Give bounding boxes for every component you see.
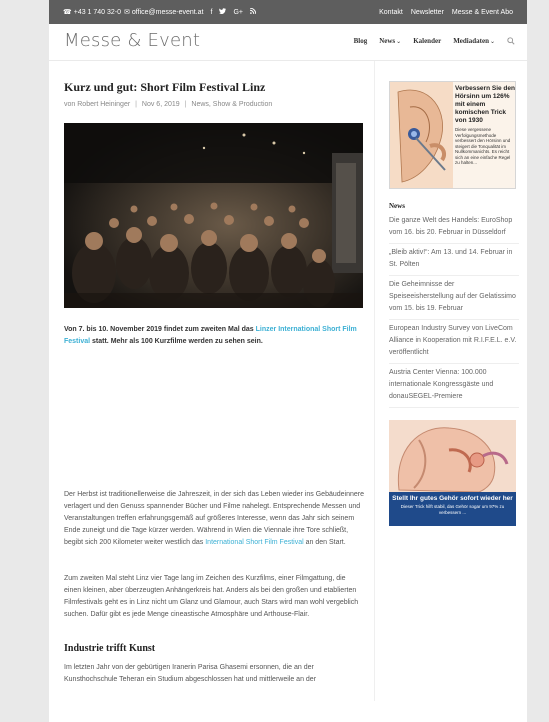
author-link[interactable]: Robert Heininger (77, 101, 131, 108)
nav-label: News (379, 37, 396, 45)
article-paragraph: Im letzten Jahr von der gebürtigen Iranerin Parisa Ghasemi ersonnen, die an der Kunsthochschule Teheran ein Studium abgeschlossen hat und mittlerweile an der (64, 664, 317, 683)
ad-ear-illustration (390, 82, 453, 188)
lead-text: Von 7. bis 10. November 2019 findet zum zweiten Mal das (64, 326, 256, 333)
ad-subtext: Diese vergessene Verfolgungsmethode verbessert den Hörsinn und steigert die Tonqualität im Nullkommanichts. Es reicht sich an eine einfache Regel zu halten... (455, 127, 511, 165)
facebook-icon[interactable]: f (210, 8, 213, 16)
sidebar-ad-hearing-2[interactable] (389, 420, 516, 526)
main-nav (354, 37, 515, 47)
article-date: Nov 6, 2019 (141, 101, 180, 108)
sidebar-divider (374, 61, 375, 701)
news-item[interactable]: Die Geheimnisse der Speiseeisherstellung auf der Gelatissimo vom 15. bis 19. Februar (389, 279, 519, 320)
news-heading: News (389, 202, 405, 210)
ad-subtext: Dieser Trick hilft stabil, das Gehör sogar um 97% zu verbessern ... (400, 504, 505, 515)
news-item[interactable]: „Bleib aktiv!“: Am 13. und 14. Februar in St. Pölten (389, 247, 519, 276)
phone-icon: ☎ (63, 9, 72, 16)
article-meta (64, 101, 272, 108)
kontakt-link[interactable]: Kontakt (379, 8, 403, 16)
site-header (49, 26, 527, 60)
ad-ear-anatomy-illustration (389, 420, 516, 492)
paragraph-text: an den Start. (303, 539, 346, 546)
meta-separator: | (184, 101, 187, 108)
section-heading: Industrie trifft Kunst (64, 643, 156, 654)
meta-separator: | (135, 101, 137, 108)
top-bar (49, 0, 527, 24)
ad-headline: Stellt Ihr gutes Gehör sofort wieder her (392, 495, 513, 502)
meta-by: von (64, 101, 76, 108)
category-links[interactable]: News, Show & Production (191, 101, 273, 108)
google-plus-icon[interactable]: G+ (233, 8, 243, 16)
header-divider (49, 60, 527, 61)
phone-link[interactable] (63, 8, 121, 16)
article-lead (64, 324, 364, 348)
nav-label: Blog (353, 37, 368, 45)
news-list (389, 215, 519, 411)
lead-text: statt. Mehr als 100 Kurzfilme werden zu sehen sein. (90, 338, 263, 345)
email-link[interactable] (124, 8, 203, 16)
nav-item-blog[interactable] (354, 37, 368, 47)
festival-link[interactable]: International Short Film Festival (205, 539, 304, 546)
news-item[interactable]: European Industry Survey von LiveCom Alliance in Kooperation mit R.I.F.E.L. e.V. veröffentlicht (389, 323, 519, 364)
article-paragraph (64, 489, 364, 549)
twitter-icon[interactable] (219, 8, 226, 16)
paragraph-text: Der Herbst ist traditionellerweise die Jahreszeit, in der sich das Leben wieder ins Gebäudeinnere verlagert und den Genuss spannender Bücher und Filme nahelegt. Entsprechende Messen und Veranstaltungen treffen erfahrungsgemäß auf größeres Interesse, wenn das Jahr sich seinem Ende zuneigt und die Tage kürzer werden. Während in Wien die Viennale ihre Tore schließt, begibt sich 200 Kilometer weiter westlich das (64, 491, 364, 546)
festival-link[interactable]: Linzer International Short Film Festival (64, 326, 357, 345)
newsletter-link[interactable]: Newsletter (410, 8, 444, 16)
article-title: Kurz und gut: Short Film Festival Linz (64, 80, 266, 94)
search-icon[interactable] (507, 37, 515, 47)
nav-item-kalender[interactable] (413, 37, 441, 47)
site-logo[interactable]: Messe & Event (64, 30, 201, 51)
rss-icon[interactable] (250, 8, 256, 16)
news-item[interactable]: Austria Center Vienna: 100.000 internationale Kongressgäste und donauSEGEL-Premiere (389, 367, 519, 408)
nav-item-news[interactable] (379, 37, 401, 47)
phone-text: +43 1 740 32-0 (73, 8, 122, 16)
nav-label: Mediadaten (453, 37, 489, 45)
ad-text (455, 85, 515, 166)
nav-item-mediadaten[interactable] (453, 37, 495, 47)
ad-headline: Verbessern Sie den Hörsinn um 126% mit einem komischen Trick von 1930 (455, 85, 515, 124)
article-image-cinema-audience (64, 123, 363, 308)
nav-label: Kalender (413, 37, 442, 45)
chevron-down-icon: ⌄ (489, 39, 495, 45)
article-paragraph: Zum zweiten Mal steht Linz vier Tage lang im Zeichen des Kurzfilms, einer Filmgattung, die einen kleinen, aber überzeugten Anhängerkreis hat. Anders als bei den großen und etablierten Filmfestivals geht es in Linz nicht um Glanz und Glamour, auch Stars wird man wohl vergeblich suchen. Dafür gibt es jede Menge cineastische Atmosphäre und Arthouse-Flair. (64, 575, 359, 618)
sidebar-ad-hearing[interactable] (389, 81, 516, 189)
mail-icon: ✉ (124, 9, 130, 16)
chevron-down-icon: ⌄ (396, 39, 402, 45)
abo-link[interactable]: Messe & Event Abo (451, 8, 513, 16)
page (49, 0, 527, 722)
email-text: office@messe-event.at (131, 8, 204, 16)
ad-band (389, 492, 516, 526)
news-item[interactable]: Die ganze Welt des Handels: EuroShop vom 16. bis 20. Februar in Düsseldorf (389, 215, 519, 244)
